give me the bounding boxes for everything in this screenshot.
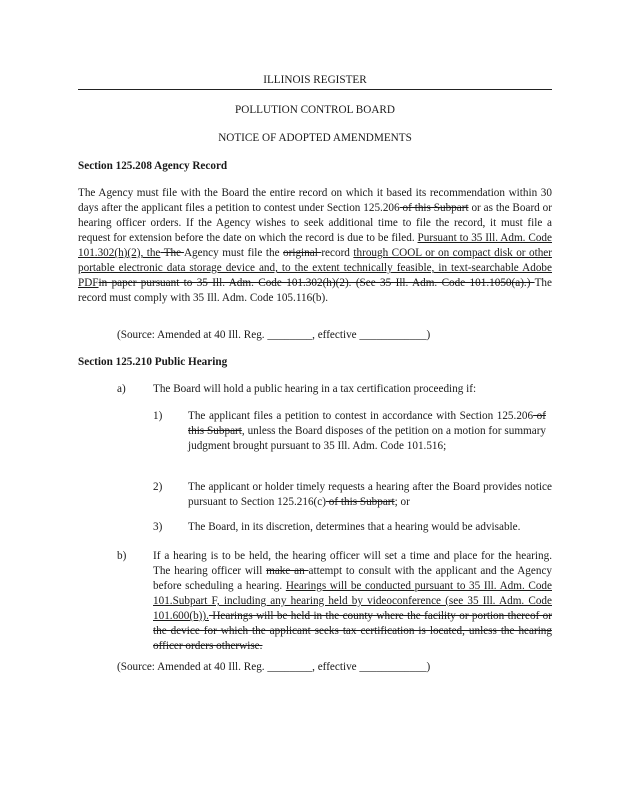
section-210-source: (Source: Amended at 40 Ill. Reg. ________, effective ____________) [117,661,431,673]
s208-underline-2: through COOL or on compact disk or other portable electronic data storage device and, to the extent technically feasible, in text-searchable Adobe PDF [78,247,552,289]
section-210-heading: Section 125.210 Public Hearing [78,356,228,368]
s208-strike-2: The [160,247,184,259]
item-b-label: b) [117,550,127,562]
item-1-text-b: , unless the Board disposes of the petition on a motion for summary judgment brought pursuant to 35 Ill. Adm. Code 101.516; [188,425,547,452]
board-title: POLLUTION CONTROL BOARD [235,104,395,116]
notice-title: NOTICE OF ADOPTED AMENDMENTS [218,132,412,144]
s208-underline-1: Pursuant to 35 Ill. Adm. Code 101.302(h)(2), the [78,232,552,259]
item-2-strike: of this Subpart [325,496,395,508]
s208-strike-1: of this Subpart [399,202,469,214]
item-3-text: The Board, in its discretion, determines that a hearing would be advisable. [188,521,521,533]
s208-strike-4: in paper pursuant to 35 Ill. Adm. Code 101.302(h)(2). (See 35 Ill. Adm. Code 101.1050(a).) [98,277,535,289]
register-title: ILLINOIS REGISTER [263,74,367,86]
header-rule [78,89,552,90]
item-b-strike-1: make an [266,565,309,577]
item-2-label: 2) [153,481,163,493]
s208-text-4: record [321,247,354,259]
item-b-text [153,549,552,654]
item-1-label: 1) [153,410,163,422]
item-2-text-b: ; or [394,496,410,508]
item-2-text [188,480,552,510]
s208-text-2: or as the Board or hearing officer orders. If the Agency wishes to seek additional time to file the record, it must file a request for extension before the date on which the record is due to be filed. [78,202,552,244]
item-a-text: The Board will hold a public hearing in a tax certification proceeding if: [153,383,477,395]
section-208-body [78,186,552,306]
item-b-underline: Hearings will be conducted pursuant to 35 Ill. Adm. Code 101.Subpart F, including any hearing held by videoconference (see 35 Ill. Adm. Code 101.600(b)). [153,580,552,622]
section-208-heading: Section 125.208 Agency Record [78,160,228,172]
item-1-strike: of this Subpart [188,410,546,437]
s208-strike-3: original [283,247,322,259]
item-b-strike-2: Hearings will be held in the county where the facility or portion thereof or the device for which the applicant seeks tax certification is located, unless the hearing officer orders otherwise. [153,610,552,652]
item-3-label: 3) [153,521,163,533]
item-1-text-a: The applicant files a petition to contest in accordance with Section 125.206 [188,410,534,422]
item-2-text-a: The applicant or holder timely requests a hearing after the Board provides notice pursuant to Section 125.216(c) [188,481,552,508]
s208-text-1: The Agency must file with the Board the entire record on which it based its recommendation within 30 days after the applicant files a petition to contest under Section 125.206 [78,187,552,214]
s208-text-5: The record must comply with 35 Ill. Adm. Code 105.116(b). [78,277,552,304]
item-1-text [188,409,546,454]
item-b-text-a: If a hearing is to be held, the hearing officer will set a time and place for the hearing. The hearing officer will [153,550,552,577]
s208-text-3: Agency must file the [183,247,284,259]
section-208-source: (Source: Amended at 40 Ill. Reg. ________, effective ____________) [117,329,431,341]
item-a-label: a) [117,383,126,395]
item-b-text-b: attempt to consult with the applicant and the Agency before scheduling a hearing. [153,565,553,592]
